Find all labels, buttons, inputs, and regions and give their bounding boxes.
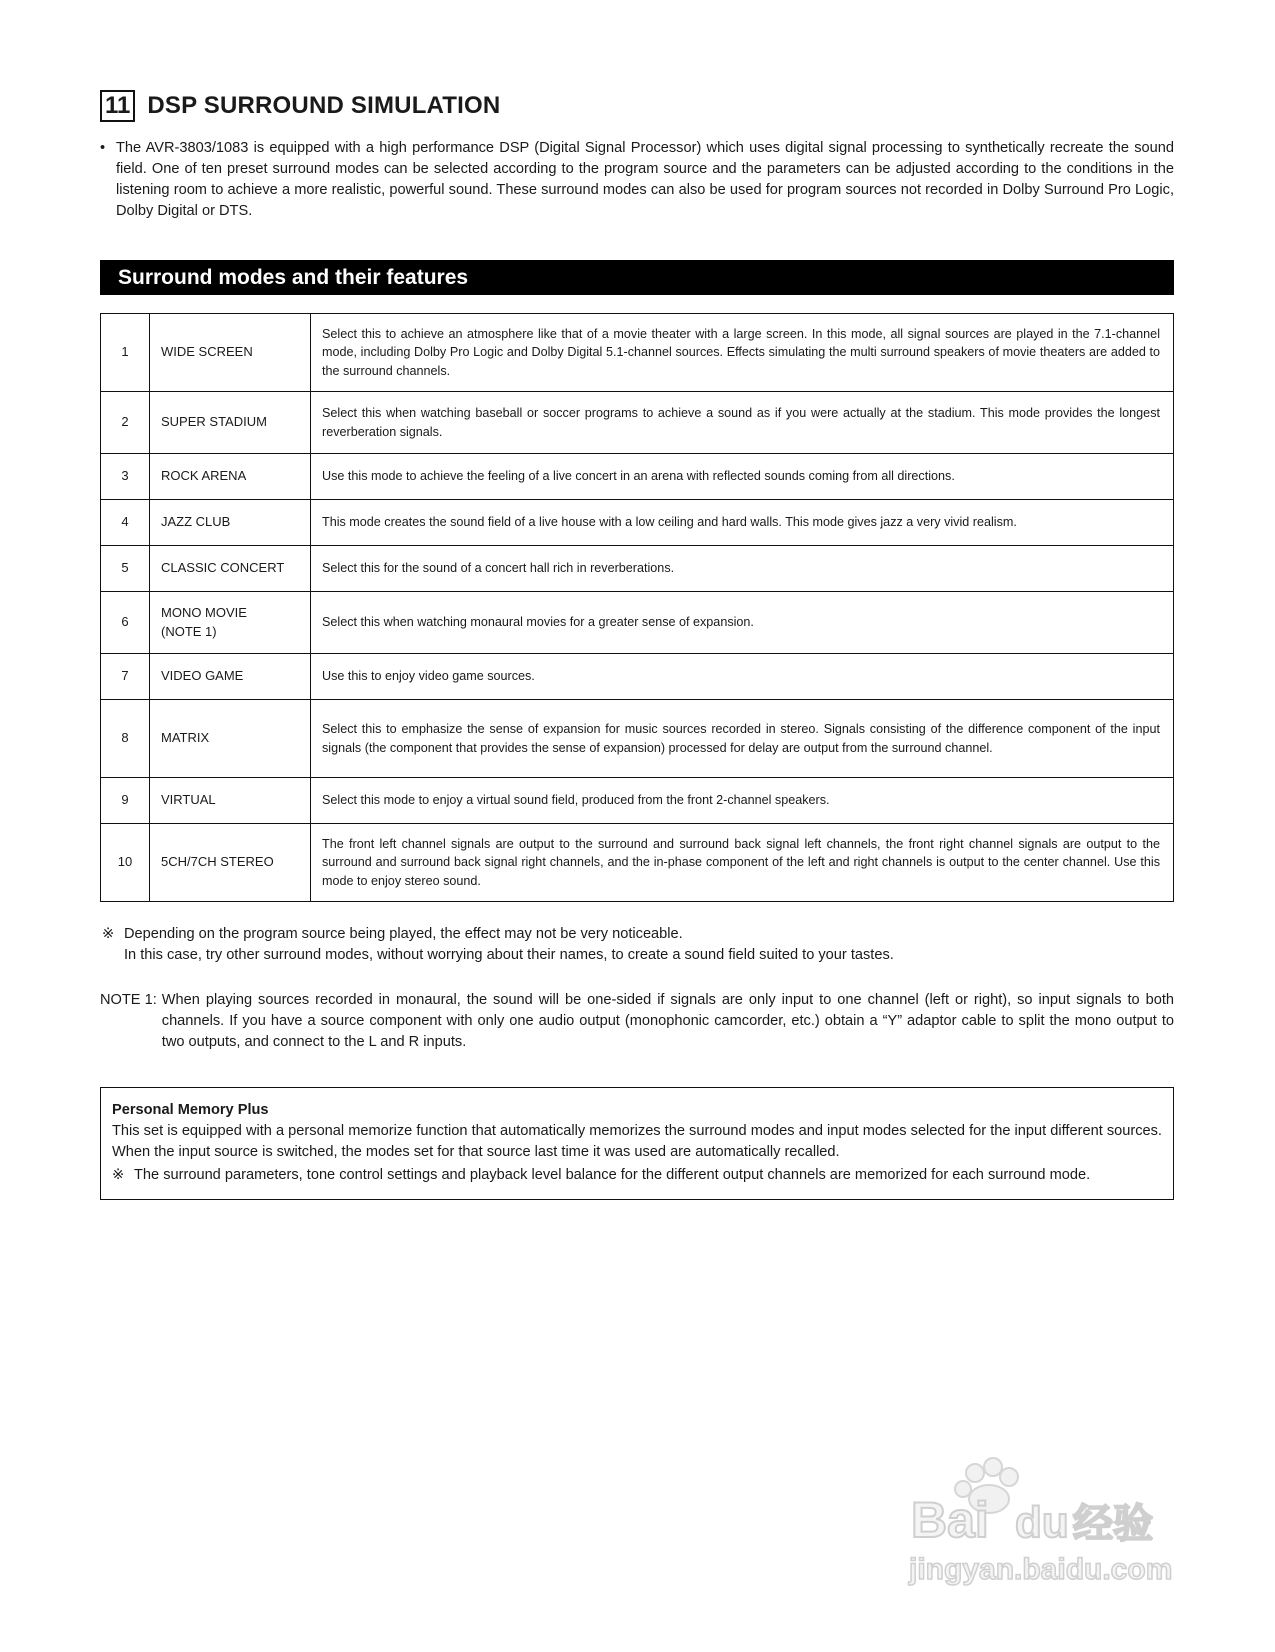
mode-description: The front left channel signals are output to the surround and surround back signal left channels, the front right channel signals are output to the surround and surround back signal right channels, and the in-phase component of the left and right channels is output to the center channel. Use this mode to enjoy stereo sound. — [311, 824, 1174, 902]
general-note — [100, 924, 1174, 966]
watermark-brand-2: du — [1015, 1498, 1069, 1547]
mode-description: Select this when watching monaural movies for a greater sense of expansion. — [311, 592, 1174, 654]
table-row — [101, 700, 1174, 778]
intro-paragraph — [100, 138, 1174, 222]
table-row — [101, 592, 1174, 654]
mode-name: MATRIX — [150, 700, 311, 778]
mode-name: JAZZ CLUB — [150, 500, 311, 546]
mode-name: WIDE SCREEN — [150, 314, 311, 392]
mode-name-note: (NOTE 1) — [161, 623, 217, 639]
mode-name: CLASSIC CONCERT — [150, 546, 311, 592]
section-title: DSP SURROUND SIMULATION — [147, 92, 501, 119]
mode-name — [150, 592, 311, 654]
manual-page — [100, 88, 1174, 1200]
mode-number: 6 — [101, 592, 150, 654]
note-1-label: NOTE 1: — [100, 992, 157, 1008]
mode-name: ROCK ARENA — [150, 454, 311, 500]
general-note-line2: In this case, try other surround modes, without worrying about their names, to create a sound field suited to your tastes. — [124, 947, 894, 963]
intro-text: The AVR-3803/1083 is equipped with a high performance DSP (Digital Signal Processor) which uses digital signal processing to synthetically recreate the sound field. One of ten preset surround modes can be selected according to the program source and the parameters can be adjusted according to the conditions in the listening room to achieve a more realistic, powerful sound. These surround modes can also be used for program sources not recorded in Dolby Surround Pro Logic, Dolby Digital or DTS. — [116, 140, 1174, 219]
reference-mark-icon: ※ — [112, 1167, 125, 1183]
mode-number: 4 — [101, 500, 150, 546]
mode-number: 5 — [101, 546, 150, 592]
mode-name: VIRTUAL — [150, 778, 311, 824]
mode-number: 9 — [101, 778, 150, 824]
reference-mark-icon: ※ — [102, 926, 115, 942]
section-number: 11 — [100, 90, 135, 122]
note-1 — [100, 990, 1174, 1053]
table-row — [101, 654, 1174, 700]
mode-number: 7 — [101, 654, 150, 700]
table-row — [101, 500, 1174, 546]
mode-description: Select this to emphasize the sense of expansion for music sources recorded in stereo. Signals consisting of the difference component of the input signals (the component that provides the sense of expansion) processed for delay are output from the surround channel. — [311, 700, 1174, 778]
bullet-icon: • — [100, 140, 106, 156]
watermark-brand: Bai — [911, 1492, 989, 1548]
mode-number: 1 — [101, 314, 150, 392]
mode-description: Select this to achieve an atmosphere like that of a movie theater with a large screen. In this mode, all signal sources are played in the 7.1-channel mode, including Dolby Pro Logic and Dolby Digital 5.1-channel sources. Effects simulating the multi surround speakers of movie theaters are added to the surround channels. — [311, 314, 1174, 392]
watermark-url: jingyan.baidu.com — [909, 1553, 1173, 1586]
mode-number: 8 — [101, 700, 150, 778]
mode-description: Use this mode to achieve the feeling of a live concert in an arena with reflected sounds coming from all directions. — [311, 454, 1174, 500]
mode-description: Use this to enjoy video game sources. — [311, 654, 1174, 700]
table-row — [101, 546, 1174, 592]
mode-name: 5CH/7CH STEREO — [150, 824, 311, 902]
surround-modes-table — [100, 313, 1174, 902]
table-row — [101, 824, 1174, 902]
personal-memory-title: Personal Memory Plus — [112, 1102, 269, 1118]
mode-description: Select this for the sound of a concert hall rich in reverberations. — [311, 546, 1174, 592]
table-row — [101, 314, 1174, 392]
modes-header-bar: Surround modes and their features — [100, 260, 1174, 295]
section-heading — [100, 88, 1174, 124]
table-row — [101, 392, 1174, 454]
watermark-chinese: 经验 — [1073, 1501, 1153, 1547]
personal-memory-box — [100, 1087, 1174, 1200]
personal-memory-subnote — [112, 1167, 1162, 1183]
baidu-watermark — [905, 1455, 1205, 1595]
mode-description: This mode creates the sound field of a live house with a low ceiling and hard walls. This mode gives jazz a very vivid realism. — [311, 500, 1174, 546]
personal-memory-text: This set is equipped with a personal memorize function that automatically memorizes the surround modes and input modes selected for the input different sources. When the input source is switched, the modes set for that source last time it was used are automatically recalled. — [112, 1123, 1162, 1160]
mode-description: Select this mode to enjoy a virtual sound field, produced from the front 2-channel speakers. — [311, 778, 1174, 824]
general-note-line1: Depending on the program source being played, the effect may not be very noticeable. — [124, 926, 683, 942]
mode-name: SUPER STADIUM — [150, 392, 311, 454]
mode-number: 2 — [101, 392, 150, 454]
mode-name-line: MONO MOVIE — [161, 605, 247, 620]
mode-number: 10 — [101, 824, 150, 902]
mode-description: Select this when watching baseball or soccer programs to achieve a sound as if you were actually at the stadium. This mode provides the longest reverberation signals. — [311, 392, 1174, 454]
note-1-text: When playing sources recorded in monaural, the sound will be one-sided if signals are only input to one channel (left or right), so input signals to both channels. If you have a source component with only one audio output (monophonic camcorder, etc.) obtain a “Y” adaptor cable to split the mono output to two outputs, and connect to the L and R inputs. — [161, 992, 1174, 1050]
mode-name: VIDEO GAME — [150, 654, 311, 700]
mode-number: 3 — [101, 454, 150, 500]
table-row — [101, 454, 1174, 500]
personal-memory-subnote-text: The surround parameters, tone control settings and playback level balance for the different output channels are memorized for each surround mode. — [134, 1167, 1091, 1183]
table-row — [101, 778, 1174, 824]
